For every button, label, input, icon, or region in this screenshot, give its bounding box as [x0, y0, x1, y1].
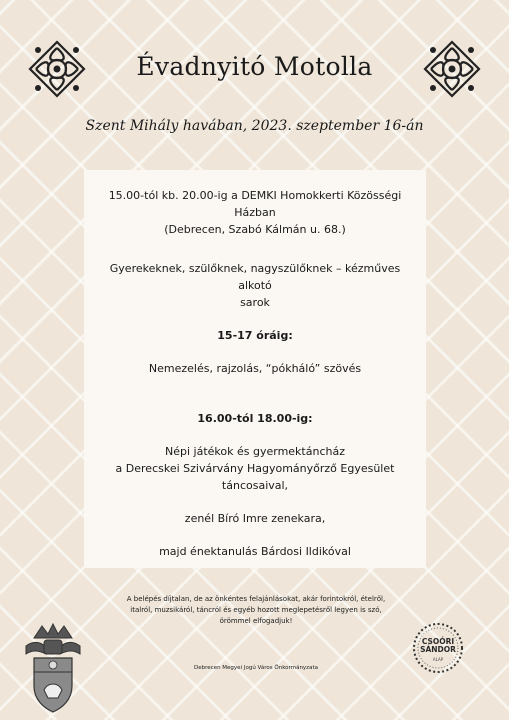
coat-of-arms-icon [24, 620, 82, 714]
block2-line: a Derecskei Szivárvány Hagyományőrző Egyesület [115, 462, 395, 475]
entry-note-line: örömmel elfogadjuk! [219, 617, 293, 625]
block2-line: Népi játékok és gyermektáncház [165, 445, 345, 458]
venue-line: Házban [234, 206, 276, 219]
csoori-line: SÁNDOR [420, 645, 456, 654]
intro-line: Gyerekeknek, szülőknek, nagyszülőknek – kézműves alkotó [109, 262, 401, 292]
poster-title: Évadnyitó Motolla [136, 52, 373, 81]
venue-line: 15.00-tól kb. 20.00-ig a DEMKI Homokkerti Közösségi [108, 189, 402, 202]
entry-note [110, 594, 402, 627]
csoori-logo-text [412, 638, 464, 654]
block2-time: 16.00-tól 18.00-ig: [197, 412, 313, 425]
program-card [84, 170, 426, 568]
csoori-line: CSOÓRI [421, 637, 455, 646]
intro-line: sarok [240, 296, 270, 309]
csoori-logo-sub: ALAP [432, 657, 444, 662]
block2-line: táncosaival, [221, 479, 289, 492]
singing-line: majd énektanulás Bárdosi Ildikóval [159, 545, 351, 558]
entry-note-line: italról, muzsikáról, táncról és egyéb hozott meglepetésről legyen is szó, [130, 606, 382, 614]
band-line: zenél Bíró Imre zenekara, [184, 512, 326, 525]
venue-address: (Debrecen, Szabó Kálmán u. 68.) [164, 223, 346, 236]
block1-time: 15-17 óráig: [217, 329, 293, 342]
poster-subtitle: Szent Mihály havában, 2023. szeptember 16-án [85, 118, 424, 134]
block1-desc: Nemezelés, rajzolás, “pókháló” szövés [148, 362, 362, 375]
entry-note-line: A belépés díjtalan, de az önkéntes felajánlásokat, akár forintokról, ételről, [126, 595, 386, 603]
sponsor-text: Debrecen Megyei Jogú Város Önkormányzata [194, 665, 318, 671]
